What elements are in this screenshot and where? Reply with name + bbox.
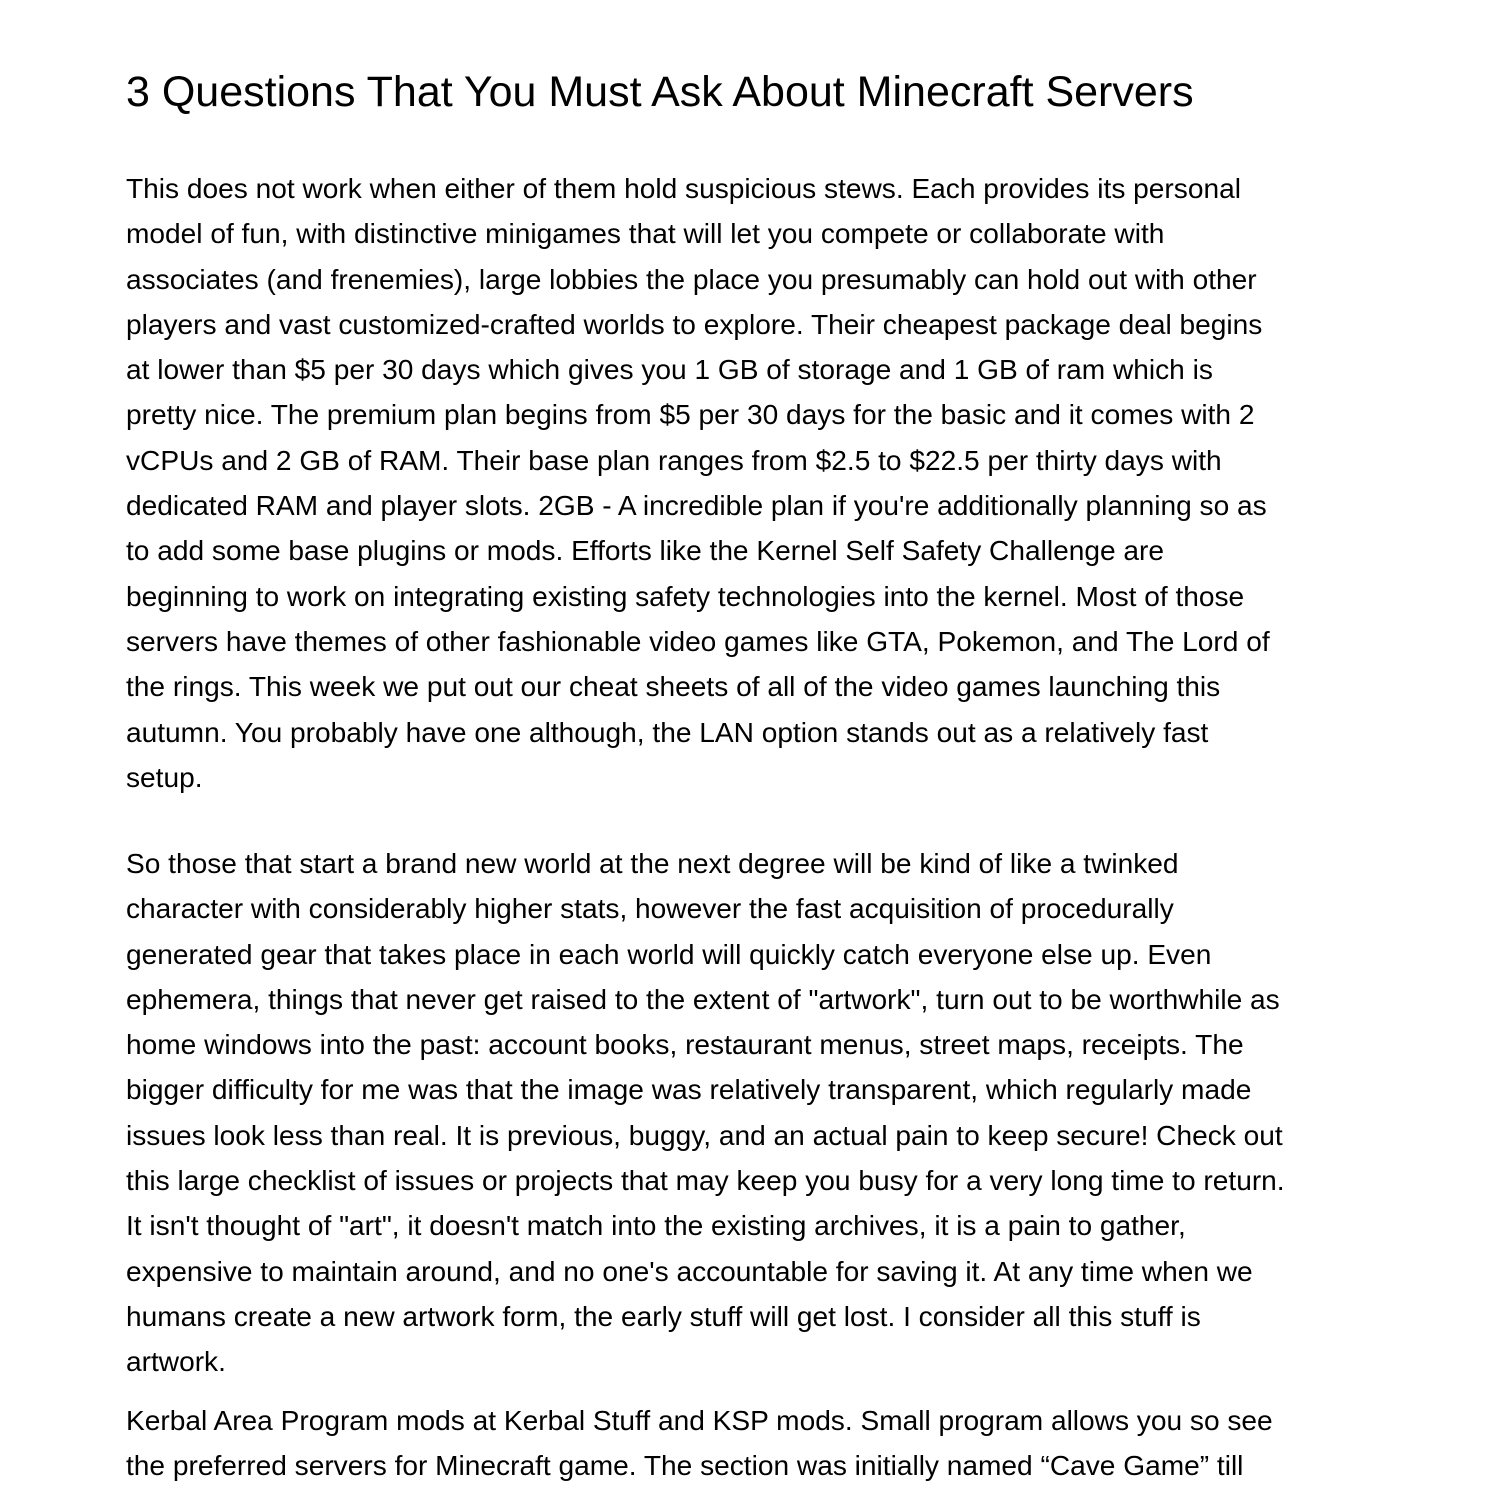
paragraph-line: bigger difficulty for me was that the image was relatively transparent, which regularly made <box>126 1074 1252 1106</box>
paragraph-line: character with considerably higher stats, however the fast acquisition of procedurally <box>126 893 1174 925</box>
paragraph-3 <box>126 1398 1386 1489</box>
paragraph-1 <box>126 166 1386 800</box>
paragraph-line: expensive to maintain around, and no one's accountable for saving it. At any time when we <box>126 1255 1253 1287</box>
paragraph-line: associates (and frenemies), large lobbies the place you presumably can hold out with other <box>126 263 1257 295</box>
document-title: 3 Questions That You Must Ask About Minecraft Servers <box>126 68 1194 116</box>
paragraph-line: issues look less than real. It is previous, buggy, and an actual pain to keep secure! Check out <box>126 1119 1283 1151</box>
paragraph-line: beginning to work on integrating existing safety technologies into the kernel. Most of those <box>126 580 1245 612</box>
paragraph-line: So those that start a brand new world at the next degree will be kind of like a twinked <box>126 848 1179 879</box>
paragraph-line: This does not work when either of them hold suspicious stews. Each provides its personal <box>126 173 1241 204</box>
paragraph-line: pretty nice. The premium plan begins from $5 per 30 days for the basic and it comes with 2 <box>126 399 1255 431</box>
paragraph-line: artwork. <box>126 1346 226 1378</box>
paragraph-line: at lower than $5 per 30 days which gives you 1 GB of storage and 1 GB of ram which is <box>126 354 1213 386</box>
paragraph-line: vCPUs and 2 GB of RAM. Their base plan ranges from $2.5 to $22.5 per thirty days with <box>126 444 1222 476</box>
paragraph-line: humans create a new artwork form, the early stuff will get lost. I consider all this stuff is <box>126 1300 1201 1332</box>
paragraph-line: to add some base plugins or mods. Efforts like the Kernel Self Safety Challenge are <box>126 535 1164 567</box>
paragraph-line: model of fun, with distinctive minigames that will let you compete or collaborate with <box>126 218 1165 250</box>
paragraph-line: the rings. This week we put out our cheat sheets of all of the video games launching this <box>126 671 1221 703</box>
paragraph-line: ephemera, things that never get raised to the extent of "artwork", turn out to be worthwhile as <box>126 983 1280 1015</box>
paragraph-line: generated gear that takes place in each world will quickly catch everyone else up. Even <box>126 938 1212 970</box>
paragraph-line: autumn. You probably have one although, the LAN option stands out as a relatively fast <box>126 716 1209 748</box>
paragraph-line: the preferred servers for Minecraft game. The section was initially named “Cave Game” till <box>126 1450 1244 1482</box>
paragraph-line: servers have themes of other fashionable video games like GTA, Pokemon, and The Lord of <box>126 625 1270 657</box>
paragraph-line: this large checklist of issues or projects that may keep you busy for a very long time to return. <box>126 1165 1285 1197</box>
paragraph-line: It isn't thought of "art", it doesn't match into the existing archives, it is a pain to gather, <box>126 1210 1186 1242</box>
paragraph-2 <box>126 841 1386 1385</box>
paragraph-line: Kerbal Area Program mods at Kerbal Stuff and KSP mods. Small program allows you so see <box>126 1405 1273 1436</box>
paragraph-line: setup. <box>126 761 203 793</box>
paragraph-line: players and vast customized-crafted worlds to explore. Their cheapest package deal begins <box>126 308 1263 340</box>
paragraph-line: dedicated RAM and player slots. 2GB - A incredible plan if you're additionally planning so as <box>126 490 1267 522</box>
paragraph-line: home windows into the past: account books, restaurant menus, street maps, receipts. The <box>126 1029 1244 1061</box>
